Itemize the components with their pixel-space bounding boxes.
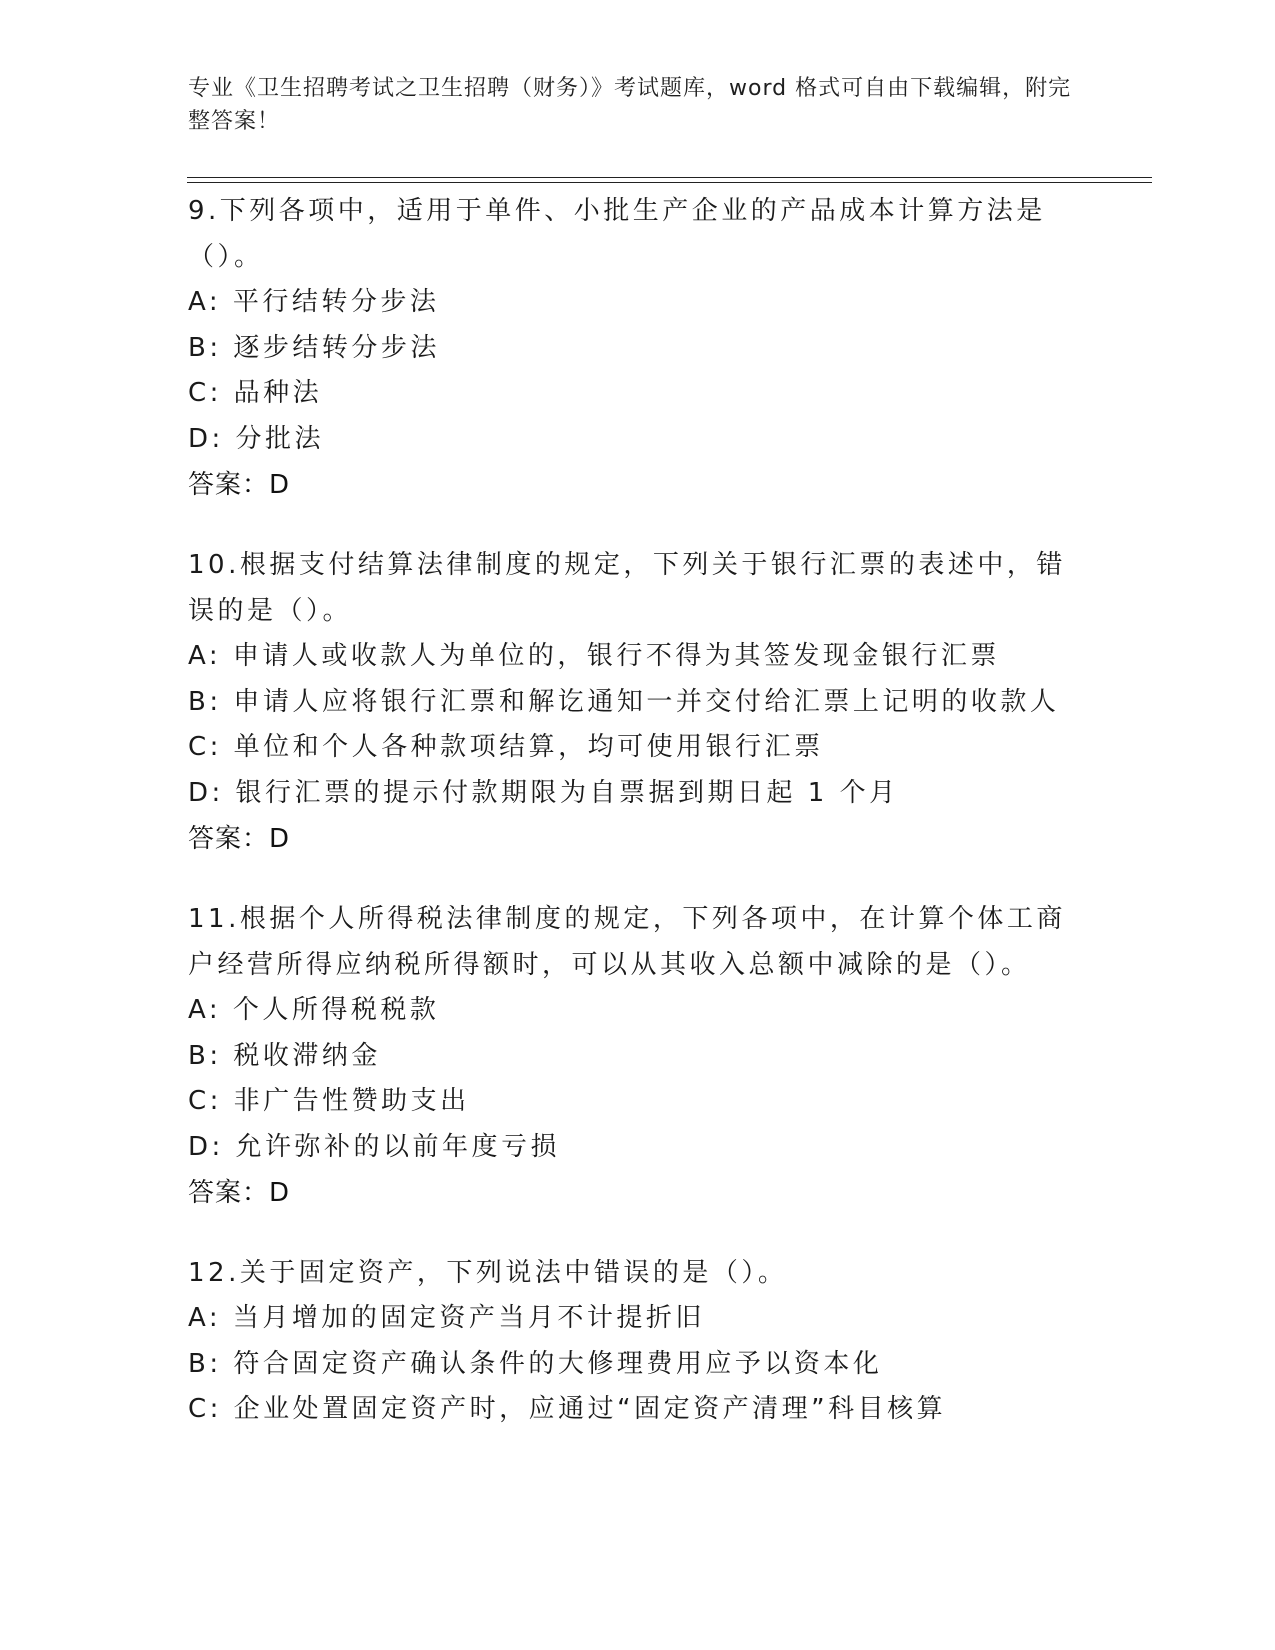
question-10: [188, 542, 1088, 862]
option-a: A: 平行结转分步法: [188, 287, 440, 317]
answer-label: 答案：D: [188, 824, 291, 854]
answer-label: 答案：D: [188, 470, 291, 500]
question-stem: 10.根据支付结算法律制度的规定，下列关于银行汇票的表述中，错误的是（）。: [188, 550, 1066, 626]
question-9: [188, 188, 1088, 508]
option-a: A: 当月增加的固定资产当月不计提折旧: [188, 1303, 705, 1333]
option-d: D: 分批法: [188, 423, 325, 454]
question-11: [188, 896, 1088, 1216]
option-d: D: 允许弥补的以前年度亏损: [188, 1131, 561, 1162]
option-c: C: 企业处置固定资产时，应通过“固定资产清理”科目核算: [188, 1394, 947, 1424]
answer-label: 答案：D: [188, 1178, 291, 1208]
option-a: A: 个人所得税税款: [188, 995, 440, 1025]
option-b: B: 逐步结转分步法: [188, 332, 440, 363]
question-stem: 12.关于固定资产，下列说法中错误的是（）。: [188, 1258, 788, 1288]
option-c: C: 非广告性赞助支出: [188, 1086, 470, 1116]
option-b: B: 税收滞纳金: [188, 1040, 381, 1071]
question-stem: 9.下列各项中，适用于单件、小批生产企业的产品成本计算方法是（）。: [188, 196, 1046, 272]
option-a: A: 申请人或收款人为单位的，银行不得为其签发现金银行汇票: [188, 641, 1000, 671]
option-b: B: 申请人应将银行汇票和解讫通知一并交付给汇票上记明的收款人: [188, 686, 1060, 717]
question-12: [188, 1250, 1088, 1433]
document-header: 专业《卫生招聘考试之卫生招聘（财务）》考试题库，word 格式可自由下载编辑，附完整答案！: [188, 76, 1072, 134]
option-c: C: 品种法: [188, 378, 323, 408]
header-divider-top: [187, 177, 1152, 178]
option-b: B: 符合固定资产确认条件的大修理费用应予以资本化: [188, 1348, 883, 1379]
option-c: C: 单位和个人各种款项结算，均可使用银行汇票: [188, 732, 824, 762]
option-d: D: 银行汇票的提示付款期限为自票据到期日起 1 个月: [188, 777, 899, 808]
question-stem: 11.根据个人所得税法律制度的规定，下列各项中，在计算个体工商户经营所得应纳税所得额时，可以从其收入总额中减除的是（）。: [188, 904, 1066, 980]
question-list: [188, 188, 1088, 1467]
header-divider-bottom: [187, 182, 1152, 183]
